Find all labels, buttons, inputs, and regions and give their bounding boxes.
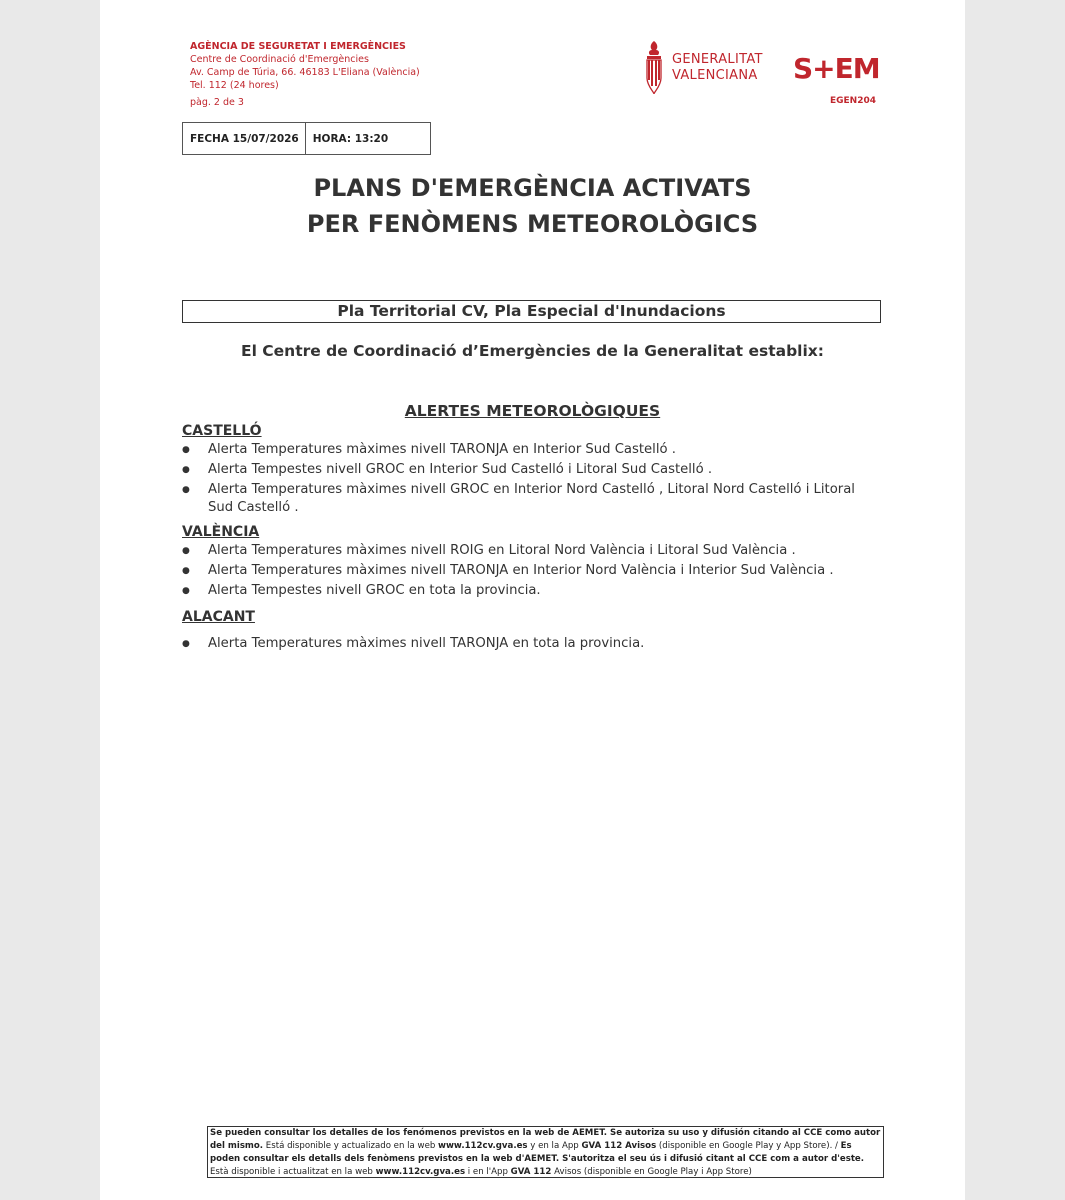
alert-list-valencia — [182, 542, 882, 602]
list-item — [182, 542, 882, 560]
bullet-icon: ● — [182, 465, 190, 475]
date-time-box — [182, 122, 431, 155]
footer-text-4: (disponible en Google Play y App Store). / — [656, 1141, 841, 1151]
alert-text: Alerta Temperatures màximes nivell ROIG en Litoral Nord València i Litoral Sud València . — [208, 543, 796, 558]
footer-web-link-2[interactable]: www.112cv.gva.es — [375, 1167, 466, 1177]
footer-app-name: GVA 112 Avisos — [581, 1141, 657, 1151]
footer-web-link[interactable]: www.112cv.gva.es — [438, 1141, 528, 1151]
alert-list-alacant — [182, 635, 882, 655]
plan-box: Pla Territorial CV, Pla Especial d'Inundacions — [182, 300, 881, 323]
region-title-alacant: ALACANT — [182, 609, 255, 625]
title-line-1: PLANS D'EMERGÈNCIA ACTIVATS — [313, 174, 752, 202]
footer-disclaimer — [207, 1126, 884, 1178]
region-title-castello: CASTELLÓ — [182, 423, 262, 439]
bullet-icon: ● — [182, 445, 190, 455]
bullet-icon: ● — [182, 546, 190, 556]
footer-text-8: Avisos (disponible en Google Play i App Store) — [551, 1167, 752, 1177]
page-number: pàg. 2 de 3 — [190, 97, 244, 108]
agency-phone: Tel. 112 (24 hores) — [190, 80, 279, 91]
generalitat-logo — [643, 40, 773, 95]
date-field: FECHA 15/07/2026 — [183, 123, 306, 154]
footer-text-7: i en l'App — [465, 1167, 511, 1177]
gva-line-1: GENERALITAT — [672, 52, 763, 67]
document-page — [100, 0, 965, 1200]
generalitat-wordmark — [672, 52, 763, 84]
page-title — [100, 170, 965, 242]
footer-text-1: Se pueden consultar los detalles de los fenómenos previstos en la web de AEMET. Se autoriza su uso y difusión citando al CCE como autor del mismo. — [210, 1128, 881, 1151]
agency-header — [190, 40, 420, 109]
list-item — [182, 461, 882, 479]
time-field: HORA: 13:20 — [312, 132, 389, 145]
list-item — [182, 562, 882, 580]
alert-list-castello — [182, 441, 882, 519]
alert-text: Alerta Temperatures màximes nivell TARONJA en tota la provincia. — [208, 636, 645, 651]
alert-text: Alerta Temperatures màximes nivell TARONJA en Interior Nord València i Interior Sud València . — [208, 563, 834, 578]
footer-text-3: y en la App — [527, 1141, 582, 1151]
list-item — [182, 582, 882, 600]
bullet-icon: ● — [182, 566, 190, 576]
gva-line-2: VALENCIANA — [672, 68, 758, 83]
title-line-2: PER FENÒMENS METEOROLÒGICS — [306, 210, 759, 238]
generalitat-emblem-icon — [643, 40, 665, 95]
alert-text: Alerta Temperatures màximes nivell TARONJA en Interior Sud Castelló . — [208, 442, 676, 457]
region-title-valencia: VALÈNCIA — [182, 524, 260, 540]
agency-center: Centre de Coordinació d'Emergències — [190, 54, 369, 65]
establish-statement: El Centre de Coordinació d’Emergències de la Generalitat establix: — [241, 342, 824, 360]
bullet-icon: ● — [182, 485, 190, 495]
footer-app-name-2: GVA 112 — [510, 1167, 552, 1177]
bullet-icon: ● — [182, 639, 190, 649]
list-item — [182, 441, 882, 459]
alerts-heading: ALERTES METEOROLÒGIQUES — [404, 402, 661, 420]
bullet-icon: ● — [182, 586, 190, 596]
sem-logo: S+EM — [793, 52, 880, 85]
footer-text-5: Es poden consultar els detalls dels fenòmens previstos en la web d'AEMET. S'autoritza el seu ús i difusió citant al CCE com a autor d'este. — [210, 1141, 865, 1164]
list-item — [182, 481, 882, 517]
footer-text-2: Está disponible y actualizado en la web — [263, 1141, 439, 1151]
alert-text: Alerta Temperatures màximes nivell GROC en Interior Nord Castelló , Litoral Nord Castelló i Litoral Sud Castelló . — [208, 482, 855, 515]
document-code: EGEN204 — [830, 96, 877, 106]
agency-name: AGÈNCIA DE SEGURETAT I EMERGÈNCIES — [190, 41, 406, 52]
agency-address: Av. Camp de Túria, 66. 46183 L'Eliana (València) — [190, 67, 420, 78]
alert-text: Alerta Tempestes nivell GROC en Interior Sud Castelló i Litoral Sud Castelló . — [208, 462, 713, 477]
footer-text-6: Està disponible i actualitzat en la web — [210, 1167, 376, 1177]
alert-text: Alerta Tempestes nivell GROC en tota la provincia. — [208, 583, 541, 598]
list-item — [182, 635, 882, 653]
